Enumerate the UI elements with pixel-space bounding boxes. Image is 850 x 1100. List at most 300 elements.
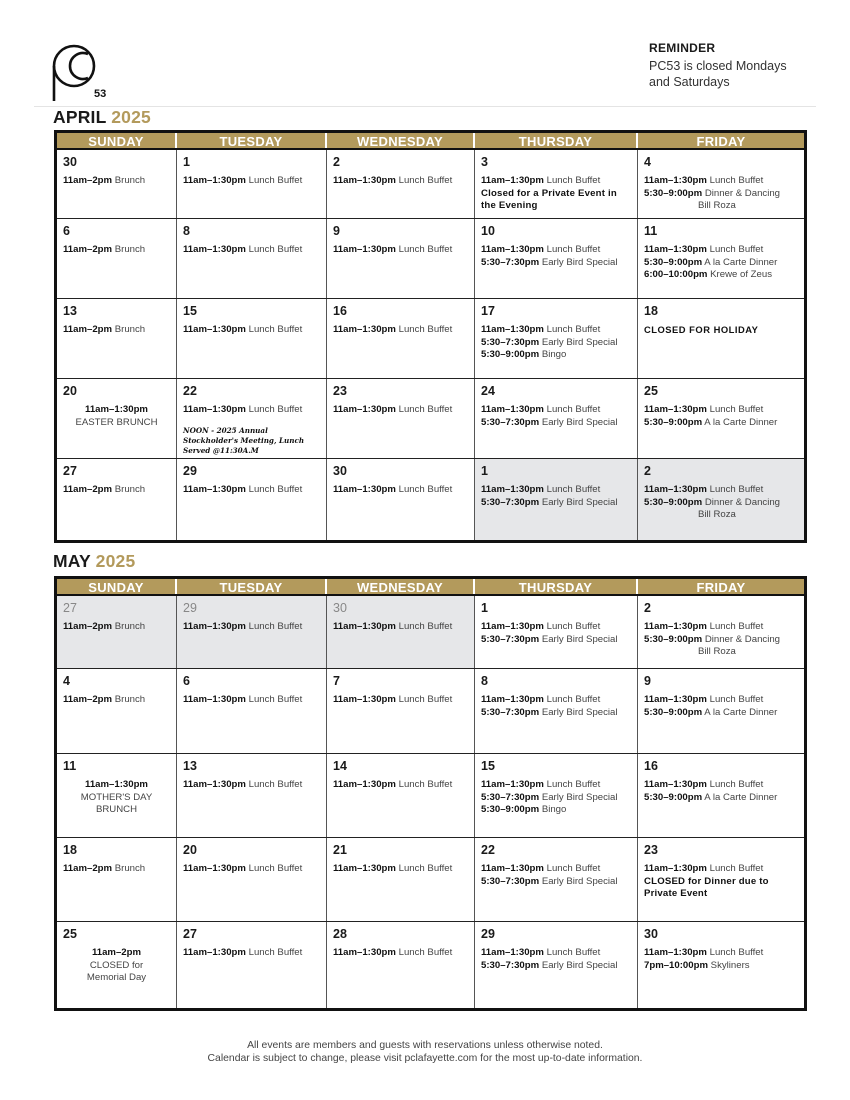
event-time: 11am–1:30pm bbox=[644, 947, 707, 958]
event-label: Lunch Buffet bbox=[398, 621, 453, 632]
week-row bbox=[57, 922, 804, 1008]
day-number: 30 bbox=[333, 464, 347, 478]
day-cell bbox=[638, 838, 804, 921]
day-number: 16 bbox=[333, 304, 347, 318]
event-line bbox=[644, 947, 798, 960]
event-line bbox=[644, 707, 798, 720]
event-line bbox=[644, 779, 798, 792]
event-line bbox=[63, 694, 170, 707]
event-label: Lunch Buffet bbox=[709, 175, 764, 186]
day-cell bbox=[177, 922, 327, 1008]
event-label: Lunch Buffet bbox=[546, 244, 601, 255]
day-cell bbox=[177, 379, 327, 458]
day-number: 6 bbox=[183, 674, 190, 688]
day-cell bbox=[57, 596, 177, 668]
event-line bbox=[481, 779, 631, 792]
event-label: Lunch Buffet bbox=[709, 863, 764, 874]
event-line bbox=[63, 792, 170, 805]
event-line bbox=[481, 621, 631, 634]
event-line bbox=[644, 646, 798, 659]
event-line bbox=[644, 188, 798, 201]
day-cell bbox=[475, 922, 638, 1008]
day-cell bbox=[638, 219, 804, 298]
event-label: Lunch Buffet bbox=[398, 244, 453, 255]
event-line bbox=[183, 484, 320, 497]
day-cell bbox=[327, 150, 475, 218]
week-row bbox=[57, 379, 804, 459]
event-label: Lunch Buffet bbox=[709, 947, 764, 958]
event-label: Brunch bbox=[114, 324, 146, 335]
event-time: 5:30–9:00pm bbox=[644, 187, 703, 199]
event-label: EASTER BRUNCH bbox=[75, 416, 158, 428]
event-time: 11am–1:30pm bbox=[481, 404, 544, 415]
event-label: Lunch Buffet bbox=[398, 779, 453, 790]
event-time: 5:30–9:00pm bbox=[644, 706, 703, 718]
event-line bbox=[644, 960, 798, 973]
event-label: CLOSED for bbox=[89, 959, 144, 971]
day-cell bbox=[177, 150, 327, 218]
event-line bbox=[333, 621, 468, 634]
day-number: 30 bbox=[63, 155, 77, 169]
day-number: 16 bbox=[644, 759, 658, 773]
week-row bbox=[57, 754, 804, 838]
day-number: 18 bbox=[63, 843, 77, 857]
weekday-friday: FRIDAY bbox=[638, 133, 804, 148]
event-label: MOTHER'S DAY bbox=[80, 791, 153, 803]
event-time: 6:00–10:00pm bbox=[644, 269, 708, 281]
month-title-may bbox=[53, 551, 135, 572]
event-label: Early Bird Special bbox=[541, 706, 618, 718]
event-time: 11am–1:30pm bbox=[333, 621, 396, 632]
event-line bbox=[481, 257, 631, 270]
month-title-april bbox=[53, 107, 151, 128]
day-number: 11 bbox=[63, 759, 77, 773]
event-line bbox=[481, 863, 631, 876]
day-cell bbox=[57, 299, 177, 378]
event-line bbox=[481, 947, 631, 960]
event-label: Brunch bbox=[114, 244, 146, 255]
event-label: A la Carte Dinner bbox=[704, 706, 778, 718]
event-time: 5:30–7:30pm bbox=[481, 875, 540, 887]
event-label: Bill Roza bbox=[698, 646, 736, 658]
event-time: 11am–1:30pm bbox=[333, 863, 396, 874]
event-line bbox=[63, 417, 170, 430]
day-cell bbox=[177, 754, 327, 837]
event-line bbox=[63, 244, 170, 257]
event-time: 11am–2pm bbox=[63, 175, 113, 186]
event-time: 11am–1:30pm bbox=[183, 175, 246, 186]
day-cell bbox=[475, 219, 638, 298]
event-line bbox=[644, 175, 798, 188]
weekday-header bbox=[57, 579, 804, 596]
event-label: Krewe of Zeus bbox=[710, 269, 772, 281]
day-number: 27 bbox=[63, 601, 77, 615]
event-line bbox=[333, 863, 468, 876]
event-label: Early Bird Special bbox=[541, 959, 618, 971]
event-label: Lunch Buffet bbox=[709, 779, 764, 790]
event-label: Brunch bbox=[114, 863, 146, 874]
event-line bbox=[333, 244, 468, 257]
event-time: 5:30–9:00pm bbox=[644, 791, 703, 803]
event-label: Lunch Buffet bbox=[709, 694, 764, 705]
event-note: CLOSED FOR HOLIDAY bbox=[644, 324, 759, 335]
event-label: BRUNCH bbox=[95, 804, 138, 816]
event-line bbox=[63, 863, 170, 876]
event-time: 11am–1:30pm bbox=[85, 404, 148, 415]
event-line bbox=[644, 694, 798, 707]
event-line bbox=[333, 779, 468, 792]
event-label: Early Bird Special bbox=[541, 416, 618, 428]
event-line bbox=[481, 792, 631, 805]
day-cell bbox=[475, 596, 638, 668]
event-label: A la Carte Dinner bbox=[704, 256, 778, 268]
day-cell bbox=[57, 669, 177, 753]
day-number: 10 bbox=[481, 224, 495, 238]
day-cell bbox=[177, 596, 327, 668]
weekday-sunday: SUNDAY bbox=[57, 133, 177, 148]
day-cell bbox=[475, 299, 638, 378]
event-label: Bingo bbox=[541, 349, 567, 361]
day-cell bbox=[475, 754, 638, 837]
event-note: Closed for a Private Event in the Evening bbox=[481, 187, 617, 212]
day-number: 15 bbox=[481, 759, 495, 773]
event-line bbox=[63, 960, 170, 973]
day-cell bbox=[327, 299, 475, 378]
event-time: 5:30–9:00pm bbox=[481, 804, 540, 816]
day-cell bbox=[327, 838, 475, 921]
event-label: Lunch Buffet bbox=[546, 175, 601, 186]
day-number: 2 bbox=[333, 155, 340, 169]
day-cell bbox=[475, 379, 638, 458]
day-cell bbox=[638, 299, 804, 378]
event-label: Lunch Buffet bbox=[398, 947, 453, 958]
day-cell bbox=[475, 669, 638, 753]
event-line bbox=[63, 324, 170, 337]
weekday-thursday: THURSDAY bbox=[475, 133, 638, 148]
event-time: 11am–1:30pm bbox=[481, 244, 544, 255]
day-cell bbox=[475, 150, 638, 218]
event-line bbox=[481, 497, 631, 510]
event-time: 11am–1:30pm bbox=[333, 779, 396, 790]
event-line bbox=[644, 200, 798, 213]
weekday-header bbox=[57, 133, 804, 150]
day-number: 8 bbox=[183, 224, 190, 238]
event-line bbox=[481, 244, 631, 257]
event-label: Lunch Buffet bbox=[248, 863, 303, 874]
event-time: 11am–1:30pm bbox=[333, 484, 396, 495]
day-cell bbox=[57, 219, 177, 298]
weekday-friday: FRIDAY bbox=[638, 579, 804, 594]
day-cell bbox=[177, 459, 327, 540]
event-line bbox=[183, 947, 320, 960]
event-time: 5:30–9:00pm bbox=[644, 633, 703, 645]
event-label: Lunch Buffet bbox=[248, 324, 303, 335]
event-label: Skyliners bbox=[710, 959, 750, 971]
event-label: Lunch Buffet bbox=[248, 694, 303, 705]
day-number: 28 bbox=[333, 927, 347, 941]
day-number: 25 bbox=[63, 927, 77, 941]
week-row bbox=[57, 459, 804, 540]
event-label: Lunch Buffet bbox=[248, 244, 303, 255]
event-label: Lunch Buffet bbox=[248, 484, 303, 495]
event-time: 11am–1:30pm bbox=[481, 779, 544, 790]
event-label: Lunch Buffet bbox=[546, 779, 601, 790]
day-number: 1 bbox=[481, 601, 488, 615]
event-line bbox=[481, 404, 631, 417]
day-cell bbox=[327, 379, 475, 458]
day-cell bbox=[638, 596, 804, 668]
event-time: 11am–1:30pm bbox=[644, 175, 707, 186]
event-line bbox=[63, 972, 170, 985]
week-row bbox=[57, 299, 804, 379]
event-line bbox=[63, 779, 170, 792]
event-label: Lunch Buffet bbox=[398, 484, 453, 495]
event-time: 11am–1:30pm bbox=[85, 779, 148, 790]
event-label: Lunch Buffet bbox=[398, 175, 453, 186]
event-line bbox=[63, 175, 170, 188]
event-label: Dinner & Dancing bbox=[704, 633, 781, 645]
event-line bbox=[183, 863, 320, 876]
month-year: 2025 bbox=[95, 551, 136, 571]
day-cell bbox=[177, 219, 327, 298]
event-line bbox=[333, 694, 468, 707]
reminder-box bbox=[649, 41, 819, 90]
day-number: 22 bbox=[481, 843, 495, 857]
event-line bbox=[481, 876, 631, 889]
day-number: 4 bbox=[63, 674, 70, 688]
weekday-sunday: SUNDAY bbox=[57, 579, 177, 594]
month-name: MAY bbox=[53, 551, 91, 571]
event-label: Lunch Buffet bbox=[546, 694, 601, 705]
day-number: 23 bbox=[333, 384, 347, 398]
event-time: 11am–1:30pm bbox=[481, 694, 544, 705]
event-time: 11am–1:30pm bbox=[183, 863, 246, 874]
event-time: 11am–2pm bbox=[63, 244, 113, 255]
day-cell bbox=[57, 754, 177, 837]
event-time: 11am–1:30pm bbox=[644, 863, 707, 874]
event-label: Lunch Buffet bbox=[709, 484, 764, 495]
event-label: Brunch bbox=[114, 621, 146, 632]
event-time: 11am–1:30pm bbox=[644, 779, 707, 790]
event-label: Lunch Buffet bbox=[248, 779, 303, 790]
event-line bbox=[644, 269, 798, 282]
week-row bbox=[57, 219, 804, 299]
event-label: Lunch Buffet bbox=[546, 947, 601, 958]
event-label: Lunch Buffet bbox=[248, 947, 303, 958]
event-label: Dinner & Dancing bbox=[704, 187, 781, 199]
event-time: 11am–1:30pm bbox=[183, 779, 246, 790]
day-cell bbox=[638, 922, 804, 1008]
event-time: 11am–1:30pm bbox=[333, 244, 396, 255]
event-line bbox=[481, 417, 631, 430]
event-line bbox=[481, 694, 631, 707]
event-time: 5:30–7:30pm bbox=[481, 336, 540, 348]
day-number: 13 bbox=[183, 759, 197, 773]
day-number: 4 bbox=[644, 155, 651, 169]
event-label: A la Carte Dinner bbox=[704, 791, 778, 803]
event-line bbox=[644, 484, 798, 497]
event-label: Lunch Buffet bbox=[248, 404, 303, 415]
event-label: Lunch Buffet bbox=[546, 324, 601, 335]
event-time: 5:30–7:30pm bbox=[481, 959, 540, 971]
event-label: Lunch Buffet bbox=[398, 324, 453, 335]
event-line bbox=[183, 244, 320, 257]
event-time: 5:30–9:00pm bbox=[644, 256, 703, 268]
event-time: 5:30–9:00pm bbox=[481, 349, 540, 361]
day-number: 8 bbox=[481, 674, 488, 688]
day-cell bbox=[327, 596, 475, 668]
weekday-tuesday: TUESDAY bbox=[177, 133, 327, 148]
calendar-april bbox=[54, 130, 807, 543]
event-line bbox=[183, 404, 320, 417]
event-line bbox=[63, 804, 170, 817]
event-line bbox=[63, 947, 170, 960]
event-label: Lunch Buffet bbox=[398, 863, 453, 874]
event-label: Bingo bbox=[541, 804, 567, 816]
day-cell bbox=[638, 379, 804, 458]
event-label: Lunch Buffet bbox=[546, 484, 601, 495]
day-number: 25 bbox=[644, 384, 658, 398]
event-label: Lunch Buffet bbox=[546, 863, 601, 874]
day-cell bbox=[327, 459, 475, 540]
event-time: 11am–1:30pm bbox=[481, 324, 544, 335]
event-label: A la Carte Dinner bbox=[704, 416, 778, 428]
event-line bbox=[644, 497, 798, 510]
event-time: 11am–2pm bbox=[91, 947, 142, 958]
event-label: Lunch Buffet bbox=[546, 404, 601, 415]
event-line bbox=[481, 484, 631, 497]
event-time: 11am–1:30pm bbox=[183, 694, 246, 705]
event-line bbox=[644, 621, 798, 634]
event-line bbox=[333, 324, 468, 337]
day-number: 18 bbox=[644, 304, 658, 318]
event-label: Early Bird Special bbox=[541, 336, 618, 348]
event-label: Brunch bbox=[114, 694, 146, 705]
reminder-line: and Saturdays bbox=[649, 75, 730, 89]
day-number: 6 bbox=[63, 224, 70, 238]
event-time: 11am–1:30pm bbox=[644, 484, 707, 495]
event-line bbox=[183, 175, 320, 188]
event-label: Early Bird Special bbox=[541, 496, 618, 508]
event-line bbox=[183, 694, 320, 707]
event-line bbox=[183, 621, 320, 634]
day-number: 29 bbox=[183, 464, 197, 478]
event-line bbox=[481, 804, 631, 817]
event-line bbox=[644, 509, 798, 522]
day-cell bbox=[638, 754, 804, 837]
day-number: 29 bbox=[481, 927, 495, 941]
month-name: APRIL bbox=[53, 107, 107, 127]
event-note: CLOSED for Dinner due to Private Event bbox=[644, 875, 769, 900]
event-line bbox=[481, 349, 631, 362]
day-cell bbox=[327, 669, 475, 753]
event-line bbox=[644, 863, 798, 876]
day-number: 7 bbox=[333, 674, 340, 688]
pc53-logo bbox=[50, 44, 114, 102]
event-time: 11am–2pm bbox=[63, 863, 113, 874]
event-line bbox=[644, 257, 798, 270]
day-cell bbox=[57, 459, 177, 540]
event-label: Brunch bbox=[114, 484, 146, 495]
event-label: Early Bird Special bbox=[541, 875, 618, 887]
event-line bbox=[481, 707, 631, 720]
event-time: 11am–1:30pm bbox=[333, 324, 396, 335]
event-time: 11am–1:30pm bbox=[183, 947, 246, 958]
event-time: 11am–1:30pm bbox=[183, 404, 246, 415]
event-line bbox=[333, 404, 468, 417]
day-number: 2 bbox=[644, 464, 651, 478]
event-time: 11am–1:30pm bbox=[644, 244, 707, 255]
event-time: 11am–1:30pm bbox=[481, 175, 544, 186]
day-cell bbox=[177, 838, 327, 921]
weekday-wednesday: WEDNESDAY bbox=[327, 133, 475, 148]
event-time: 11am–2pm bbox=[63, 324, 113, 335]
event-time: 11am–1:30pm bbox=[333, 404, 396, 415]
day-number: 27 bbox=[63, 464, 77, 478]
day-number: 29 bbox=[183, 601, 197, 615]
reminder-title: REMINDER bbox=[649, 41, 716, 55]
stockholder-note: NOON - 2025 Annual Stockholder's Meeting, Lunch Served @11:30A.M bbox=[183, 425, 305, 455]
calendar-may bbox=[54, 576, 807, 1011]
header-divider bbox=[34, 106, 816, 107]
day-cell bbox=[177, 669, 327, 753]
day-cell bbox=[638, 459, 804, 540]
event-time: 11am–1:30pm bbox=[644, 694, 707, 705]
event-time: 11am–2pm bbox=[63, 621, 113, 632]
day-cell bbox=[475, 838, 638, 921]
event-line bbox=[644, 792, 798, 805]
event-label: Lunch Buffet bbox=[546, 621, 601, 632]
day-number: 20 bbox=[183, 843, 197, 857]
footer-line: All events are members and guests with reservations unless otherwise noted. bbox=[247, 1040, 603, 1051]
day-cell bbox=[327, 754, 475, 837]
day-number: 9 bbox=[644, 674, 651, 688]
day-cell bbox=[57, 922, 177, 1008]
month-year: 2025 bbox=[111, 107, 151, 127]
event-time: 11am–1:30pm bbox=[183, 484, 246, 495]
event-time: 5:30–7:30pm bbox=[481, 256, 540, 268]
event-line bbox=[333, 484, 468, 497]
day-cell bbox=[57, 379, 177, 458]
event-time: 11am–1:30pm bbox=[333, 694, 396, 705]
event-line bbox=[481, 960, 631, 973]
day-cell bbox=[327, 219, 475, 298]
event-label: Lunch Buffet bbox=[709, 404, 764, 415]
footer bbox=[0, 1039, 850, 1065]
event-time: 11am–2pm bbox=[63, 484, 113, 495]
event-time: 11am–1:30pm bbox=[644, 621, 707, 632]
day-cell bbox=[57, 838, 177, 921]
event-time: 5:30–7:30pm bbox=[481, 496, 540, 508]
day-cell bbox=[638, 150, 804, 218]
event-label: Lunch Buffet bbox=[398, 694, 453, 705]
week-row bbox=[57, 669, 804, 754]
event-time: 11am–1:30pm bbox=[644, 404, 707, 415]
event-time: 7pm–10:00pm bbox=[644, 959, 708, 971]
day-number: 30 bbox=[333, 601, 347, 615]
event-time: 5:30–7:30pm bbox=[481, 633, 540, 645]
day-cell bbox=[638, 669, 804, 753]
day-cell bbox=[177, 299, 327, 378]
event-label: Bill Roza bbox=[698, 509, 736, 521]
day-number: 22 bbox=[183, 384, 197, 398]
event-time: 11am–1:30pm bbox=[481, 621, 544, 632]
event-label: Dinner & Dancing bbox=[704, 496, 781, 508]
day-number: 17 bbox=[481, 304, 495, 318]
event-line bbox=[63, 621, 170, 634]
event-line bbox=[481, 324, 631, 337]
event-label: Lunch Buffet bbox=[398, 404, 453, 415]
